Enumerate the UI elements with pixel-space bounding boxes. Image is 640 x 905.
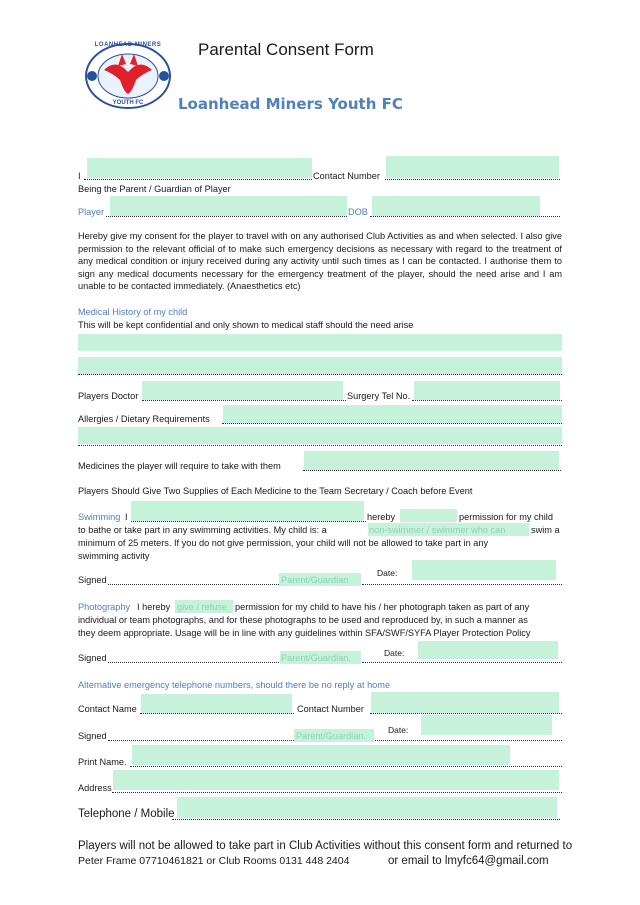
photography-role-hint: Parent/Guardian. bbox=[281, 653, 351, 663]
logo-text-top: LOANHEAD MINERS bbox=[94, 42, 162, 48]
photography-line2: individual or team photographs, and for these photographs to be used and reproduced by, in such a manner as bbox=[78, 615, 528, 625]
swimming-line2-start: to bathe or take part in any swimming activities. My child is: a bbox=[78, 525, 327, 535]
doctor-field[interactable] bbox=[142, 381, 343, 400]
logo-text-bottom: YOUTH FC bbox=[112, 100, 144, 106]
player-label: Player bbox=[78, 207, 105, 217]
swimming-line4: swimming activity bbox=[78, 551, 150, 561]
emergency-contact-number-field[interactable] bbox=[371, 692, 559, 713]
swimming-permission-field[interactable] bbox=[400, 509, 457, 522]
medicines-field[interactable] bbox=[304, 451, 559, 470]
allergies-field[interactable] bbox=[223, 405, 562, 423]
swimming-hereby: hereby bbox=[367, 512, 396, 522]
emergency-date-label: Date: bbox=[388, 725, 409, 735]
dob-label: DOB bbox=[348, 207, 368, 217]
surgery-tel-field[interactable] bbox=[414, 381, 560, 400]
swimmer-choice-text[interactable]: non-swimmer / swimmer who can bbox=[369, 525, 506, 535]
page-title: Parental Consent Form bbox=[198, 40, 374, 59]
allergies-field-2[interactable] bbox=[78, 427, 562, 444]
contact-number-label: Contact Number bbox=[313, 171, 380, 181]
consent-paragraph: Hereby give my consent for the player to travel with on any authorised Club Activities as and when selected. I also give permission to the relevant official of to make such emergency decisions as necessary with regard to the treatment of any medical condition or injury received during any activity until such times as I can be contacted. I authorise them to sign any medical documents necessary for the emergency treatment of the player, should the need arise and I am unable to be contacted immediately. (Anaesthetics etc) bbox=[78, 231, 562, 292]
footer-line1: Players will not be allowed to take part in Club Activities without this consent form and returned to bbox=[78, 840, 573, 852]
photography-i-hereby: I hereby bbox=[137, 602, 171, 612]
medical-history-field-2[interactable] bbox=[78, 357, 562, 374]
photography-signed-label: Signed bbox=[78, 653, 107, 663]
parent-name-field[interactable] bbox=[87, 158, 312, 178]
club-logo bbox=[78, 40, 178, 110]
telephone-field[interactable] bbox=[177, 797, 557, 818]
player-name-field[interactable] bbox=[110, 196, 347, 216]
being-parent-text: Being the Parent / Guardian of Player bbox=[78, 184, 231, 194]
medicines-label: Medicines the player will require to take with them bbox=[78, 461, 281, 471]
swimming-date-field[interactable] bbox=[412, 560, 556, 580]
medical-note: This will be kept confidential and only shown to medical staff should the need arise bbox=[78, 320, 414, 330]
emergency-contact-number-label: Contact Number bbox=[297, 704, 364, 714]
emergency-signed-label: Signed bbox=[78, 731, 107, 741]
swimming-date-label: Date: bbox=[377, 568, 398, 578]
footer-phones: Peter Frame 07710461821 or Club Rooms 0131 448 2404 bbox=[78, 855, 350, 867]
medical-history-field-1[interactable] bbox=[78, 334, 562, 351]
i-label: I bbox=[78, 171, 81, 181]
photography-line3: they deem appropriate. Usage will be in line with any guidelines within SFA/SWF/SYFA Player Protection Policy bbox=[78, 628, 531, 638]
supplies-note: Players Should Give Two Supplies of Each Medicine to the Team Secretary / Coach before Event bbox=[78, 486, 473, 496]
telephone-label: Telephone / Mobile bbox=[78, 808, 175, 820]
swimming-line2-end: swim a bbox=[531, 525, 560, 535]
swimming-heading: Swimming bbox=[78, 512, 121, 522]
address-label: Address bbox=[78, 783, 112, 793]
contact-name-field[interactable] bbox=[141, 694, 292, 713]
address-field[interactable] bbox=[113, 770, 559, 790]
allergies-label: Allergies / Dietary Requirements bbox=[78, 414, 210, 424]
swimming-signed-label: Signed bbox=[78, 575, 107, 585]
dob-field[interactable] bbox=[372, 196, 540, 216]
surgery-tel-label: Surgery Tel No. bbox=[347, 391, 411, 401]
swimming-role-hint: Parent/Guardian bbox=[281, 575, 349, 585]
photography-line1-end: permission for my child to have his / her photograph taken as part of any bbox=[235, 602, 530, 612]
swimming-line3: minimum of 25 meters. If you do not give permission, your child will not be allowed to take part in any bbox=[78, 538, 489, 548]
photography-heading: Photography bbox=[78, 602, 131, 612]
photo-date-field[interactable] bbox=[418, 641, 558, 659]
emergency-role-hint: Parent/Guardian. bbox=[296, 731, 366, 741]
footer-email: or email to lmyfc64@gmail.com bbox=[388, 855, 549, 867]
club-name: Loanhead Miners Youth FC bbox=[178, 95, 403, 113]
photo-choice-text[interactable]: give / refuse bbox=[177, 602, 228, 612]
doctor-label: Players Doctor bbox=[78, 391, 139, 401]
swimming-permission-text: permission for my child bbox=[459, 512, 553, 522]
print-name-label: Print Name. bbox=[78, 757, 127, 767]
swimming-name-field[interactable] bbox=[131, 501, 364, 521]
contact-number-field[interactable] bbox=[386, 156, 559, 178]
emergency-date-field[interactable] bbox=[421, 715, 552, 735]
emergency-heading: Alternative emergency telephone numbers, should there be no reply at home bbox=[78, 680, 391, 690]
swimming-i-label: I bbox=[125, 512, 128, 522]
medical-heading: Medical History of my child bbox=[78, 307, 188, 317]
print-name-field[interactable] bbox=[132, 745, 510, 765]
contact-name-label: Contact Name bbox=[78, 704, 137, 714]
photography-date-label: Date: bbox=[384, 648, 405, 658]
